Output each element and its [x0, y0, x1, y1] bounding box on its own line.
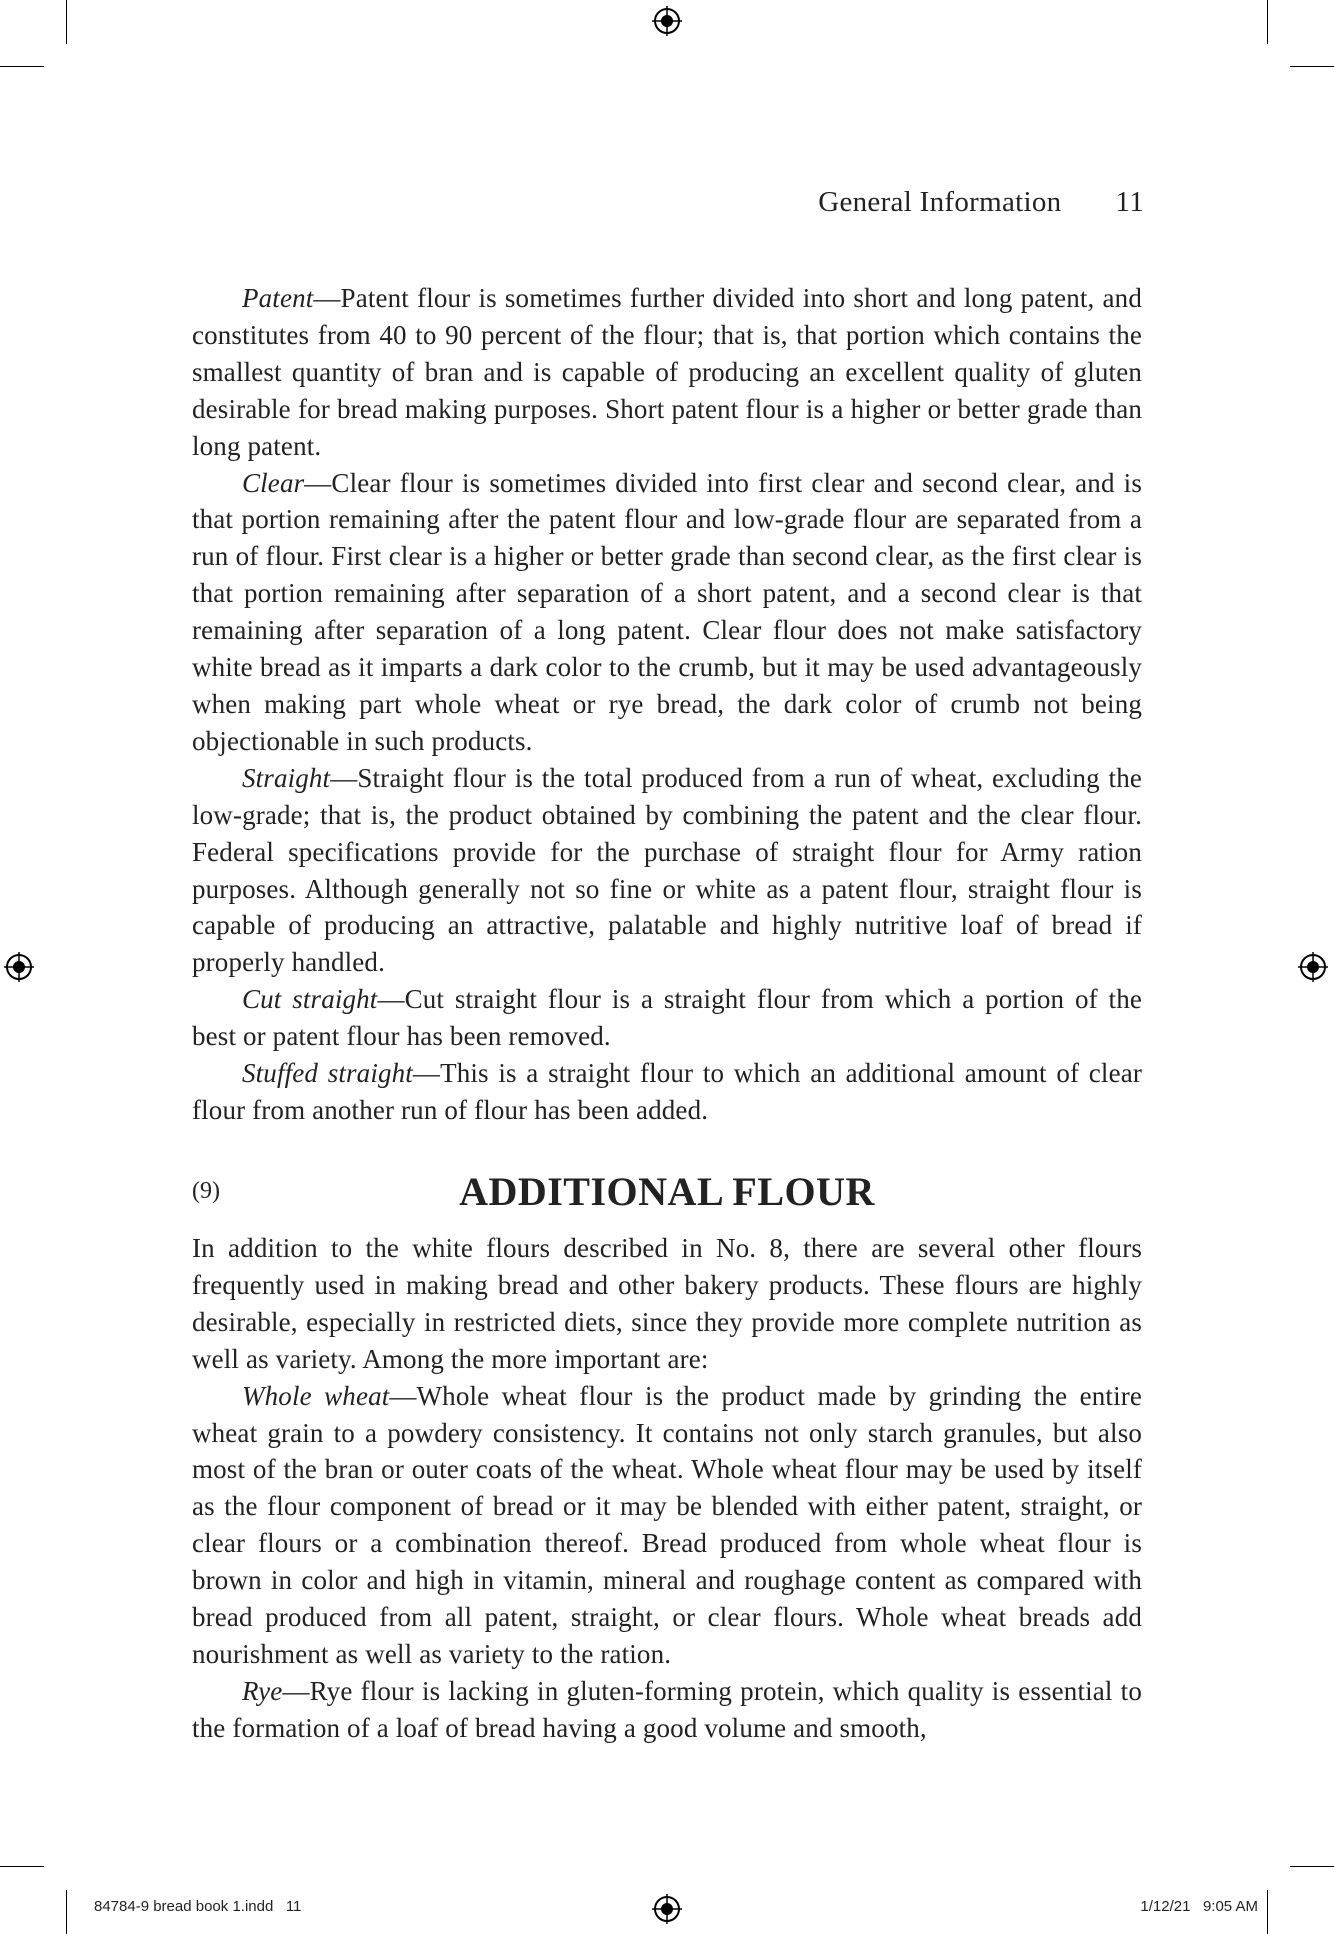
paragraph-text: —Patent flour is sometimes further divided into short and long patent, and constitutes from 40 to 90 percent of the flour; that is, that portion which contains the smallest quantity of bran and is capable of producing an excellent quality of gluten desirable for bread making purposes. Short patent flour is a higher or better grade than long patent.	[192, 283, 1142, 461]
registration-mark-icon	[4, 952, 34, 982]
term-label: Patent	[242, 283, 314, 313]
page-number: 11	[1115, 186, 1144, 218]
paragraph-whole-wheat	[192, 1378, 1142, 1673]
crop-mark	[0, 1866, 44, 1867]
term-label: Stuffed straight	[242, 1058, 413, 1089]
term-label: Cut straight	[242, 984, 378, 1015]
registration-mark-icon	[652, 6, 682, 36]
crop-mark	[1267, 1890, 1268, 1934]
crop-mark	[1290, 1866, 1334, 1867]
registration-mark-icon	[1298, 952, 1328, 982]
term-label: Whole wheat	[242, 1380, 390, 1411]
paragraph-text: —Rye flour is lacking in gluten-forming protein, which quality is essential to the formation of a loaf of bread having a good volume and smooth,	[192, 1675, 1142, 1743]
intro-paragraph: In addition to the white flours described in No. 8, there are several other flours frequently used in making bread and other bakery products. These flours are highly desirable, especially in restricted diets, since they provide more complete nutrition as well as variety. Among the more important are:	[192, 1233, 1142, 1374]
section-heading	[192, 1168, 1142, 1224]
paragraph-straight	[192, 760, 1142, 981]
crop-mark	[0, 66, 44, 67]
paragraph-clear	[192, 465, 1142, 760]
section-title: ADDITIONAL FLOUR	[459, 1169, 875, 1214]
slug-date-time: 1/12/21 9:05 AM	[1140, 1898, 1258, 1915]
paragraph-text: —Whole wheat flour is the product made by grinding the entire wheat grain to a powdery consistency. It contains not only starch granules, but also most of the bran or outer coats of the wheat. Whole wheat flour may be used by itself as the flour component of bread or it may be blended with either patent, straight, or clear flours or a combination thereof. Bread produced from whole wheat flour is brown in color and high in vitamin, mineral and roughage content as compared with bread produced from all patent, straight, or clear flours. Whole wheat breads add nourishment as well as variety to the ration.	[192, 1380, 1142, 1669]
paragraph-patent	[192, 280, 1142, 465]
slug-file: 84784-9 bread book 1.indd 11	[94, 1898, 302, 1915]
registration-mark-icon	[652, 1894, 682, 1924]
term-label: Straight	[242, 762, 331, 793]
term-label: Rye	[242, 1675, 283, 1706]
crop-mark	[1290, 66, 1334, 67]
crop-mark	[66, 1890, 67, 1934]
term-label: Clear	[242, 467, 305, 498]
section-number: (9)	[192, 1178, 220, 1204]
paragraph-cut-straight	[192, 981, 1142, 1055]
paragraph-text: —Straight flour is the total produced from a run of wheat, excluding the low-grade; that is, the product obtained by combining the patent and the clear flour. Federal specifications provide for the purchase of straight flour for Army ration purposes. Although generally not so fine or white as a patent flour, straight flour is capable of producing an attractive, palatable and highly nutritive loaf of bread if properly handled.	[192, 762, 1142, 978]
crop-mark	[66, 0, 67, 44]
paragraph-rye	[192, 1673, 1142, 1747]
paragraph-text: —Clear flour is sometimes divided into first clear and second clear, and is that portion remaining after the patent flour and low-grade flour are separated from a run of flour. First clear is a higher or better grade than second clear, as the first clear is that portion remaining after separation of a short patent, and a second clear is that remaining after separation of a long patent. Clear flour does not make satisfactory white bread as it imparts a dark color to the crumb, but it may be used advantageously when making part whole wheat or rye bread, the dark color of crumb not being objectionable in such products.	[192, 467, 1142, 756]
running-head	[818, 186, 1144, 219]
running-head-title: General Information	[818, 186, 1062, 218]
paragraph-stuffed-straight	[192, 1055, 1142, 1129]
body-text-top	[192, 280, 1142, 1129]
paragraph-text: —This is a straight flour to which an additional amount of clear flour from another run of flour has been added.	[192, 1058, 1142, 1125]
crop-mark	[1267, 0, 1268, 44]
paragraph-text: —Cut straight flour is a straight flour from which a portion of the best or patent flour has been removed.	[192, 984, 1142, 1052]
body-text-bottom	[192, 1230, 1142, 1747]
